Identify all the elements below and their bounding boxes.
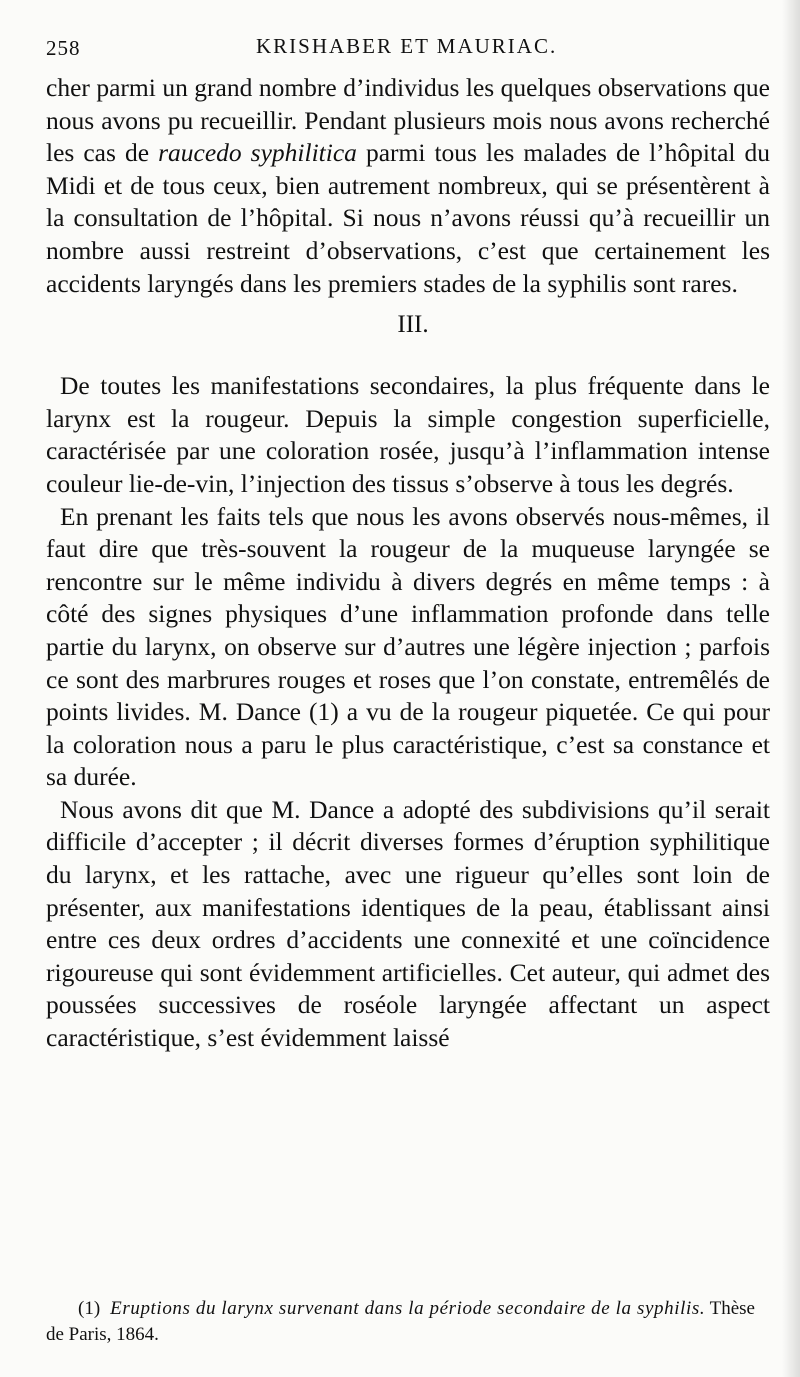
paragraph-text: parmi tous les malades de l’hôpital du Midi et de tous ceux, bien autrement nombreux, qui se présentèrent à la consultation de l’hôpital. Si nous n’avons réussi qu’à recueillir un nombre aussi restreint d’observations, c’est que certainement les accidents laryngés dans les premiers stades de la syphilis sont rares. [46,138,771,298]
scan-edge-shadow [782,0,800,1377]
paragraph: De toutes les manifestations secondaires, la plus fréquente dans le larynx est la rougeur. Depuis la simple congestion superficielle, caractérisée par une coloration rosée, jusqu’à l’inflammation intense couleur lie-de-vin, l’injection des tissus s’observe à tous les degrés. [46,371,770,498]
running-head: KRISHABER ET MAURIAC. [256,34,558,58]
footnote-mark: (1) [78,1298,101,1319]
footnote [46,1296,770,1348]
paragraph-continuation [46,72,770,300]
footnote-title: Eruptions du larynx survenant dans la période secondaire de la syphilis. [110,1298,706,1319]
paragraph-text: cher parmi un grand nombre d’individus les quelques observations que nous avons pu recueillir. Pendant plusieurs mois nous avons recherché les cas de [46,73,770,168]
italic-term: raucedo syphilitica [158,138,357,168]
page-number: 258 [46,36,81,60]
body-text [46,72,770,1055]
page-header [46,32,760,62]
section-number: III. [397,311,429,339]
paragraph: En prenant les faits tels que nous les avons observés nous-mêmes, il faut dire que très-souvent la rougeur de la muqueuse laryngée se rencontre sur le même individu à divers degrés en même temps : à côté des signes physiques d’une inflammation profonde dans telle partie du larynx, on observe sur d’autres une légère injection ; parfois ce sont des marbrures rouges et roses que l’on constate, entremêlés de points livides. M. Dance (1) a vu de la rougeur piquetée. Ce qui pour la coloration nous a paru le plus caractéristique, c’est sa constance et sa durée. [46,501,770,792]
paragraph: Nous avons dit que M. Dance a adopté des subdivisions qu’il serait difficile d’accepter ; il décrit diverses formes d’éruption syphilitique du larynx, et les rattache, avec une rigueur qu’elles sont loin de présenter, aux manifestations identiques de la peau, établissant ainsi entre ces deux ordres d’accidents une connexité et une coïncidence rigoureuse qui sont évidemment artificielles. Cet auteur, qui admet des poussées successives de roséole laryngée affectant un aspect caractéristique, s’est évidemment laissé [46,794,770,1053]
footnote-source: Thèse de Paris, 1864. [46,1298,755,1345]
